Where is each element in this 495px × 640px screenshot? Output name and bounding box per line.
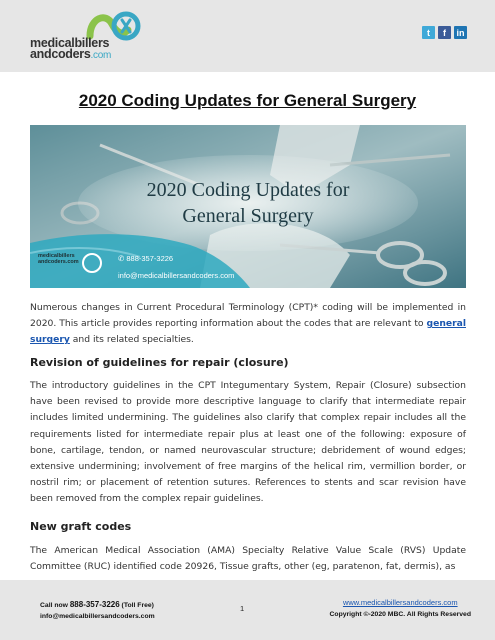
social-links <box>422 26 467 39</box>
page-header <box>0 0 495 72</box>
banner-title <box>30 177 466 229</box>
footer-call <box>40 599 155 611</box>
banner-logo-line1: medicalbillers <box>38 253 75 259</box>
logo-suffix: .com <box>90 50 111 61</box>
banner-email: info@medicalbillersandcoders.com <box>118 271 235 280</box>
footer-website-link[interactable]: www.medicalbillersandcoders.com <box>342 598 458 607</box>
footer-toll-free: (Toll Free) <box>119 602 154 609</box>
banner-title-line1: 2020 Coding Updates for <box>146 179 350 201</box>
logo-wordmark <box>30 38 111 61</box>
footer-call-prefix: Call now <box>40 602 70 609</box>
repair-paragraph: The introductory guidelines in the CPT Integumentary System, Repair (Closure) subsection have been revised to provide more descriptive language to clarify that intermediate repair includes limited undermining. The guidelines also clarify that complex repair includes all the requirements listed for intermediate repair plus at least one of the following: exposure of bone, cartilage, tendon, or named neurovascular structure; debridement of wound edges; extensive undermining; involvement of free margins of the helical rim, vermillion border, or nostril rim; or placement of retention sutures. References to stents and scar revision have been removed from the complex repair guidelines. <box>30 380 466 505</box>
footer-site-info <box>330 597 471 620</box>
banner-logo-line2: andcoders.com <box>38 259 79 265</box>
intro-text-before: Numerous changes in Current Procedural Terminology (CPT)* coding will be implemented in 2020. This article provides reporting information about the codes that are relevant to <box>30 302 466 330</box>
section-heading-repair: Revision of guidelines for repair (closure) <box>30 356 289 369</box>
logo-line1: medicalbillers <box>30 36 110 50</box>
banner-logo <box>38 253 79 265</box>
footer-email[interactable]: info@medicalbillersandcoders.com <box>40 613 155 620</box>
banner-contact <box>118 250 234 284</box>
twitter-icon[interactable]: t <box>422 26 435 39</box>
graft-paragraph: The American Medical Association (AMA) Specialty Relative Value Scale (RVS) Update Committee (RUC) identified code 20926, Tissue grafts, other (eg, paratenon, fat, dermis), as <box>30 545 466 573</box>
banner-title-line2: General Surgery <box>182 205 314 227</box>
phone-icon: ✆ <box>118 254 127 263</box>
logo-line2 <box>30 49 111 61</box>
banner-image <box>30 125 466 288</box>
page-number: 1 <box>240 604 245 613</box>
banner-phone-text: 888-357-3226 <box>126 254 174 263</box>
intro-text-after: and its related specialties. <box>69 334 194 346</box>
banner-phone <box>118 250 234 267</box>
intro-paragraph <box>30 300 466 349</box>
company-logo[interactable] <box>30 10 150 62</box>
page-footer <box>0 580 495 640</box>
footer-copyright: Copyright ©-2020 MBC. All Rights Reserved <box>329 611 471 618</box>
page-title: 2020 Coding Updates for General Surgery <box>78 91 417 110</box>
footer-phone[interactable]: 888-357-3226 <box>69 600 120 609</box>
section-heading-graft: New graft codes <box>30 520 132 533</box>
footer-contact <box>40 599 155 622</box>
facebook-icon[interactable]: f <box>438 26 451 39</box>
logo-line2-main: andcoders <box>30 47 91 61</box>
general-surgery-link[interactable]: general surgery <box>30 318 466 346</box>
linkedin-icon[interactable]: in <box>454 26 467 39</box>
